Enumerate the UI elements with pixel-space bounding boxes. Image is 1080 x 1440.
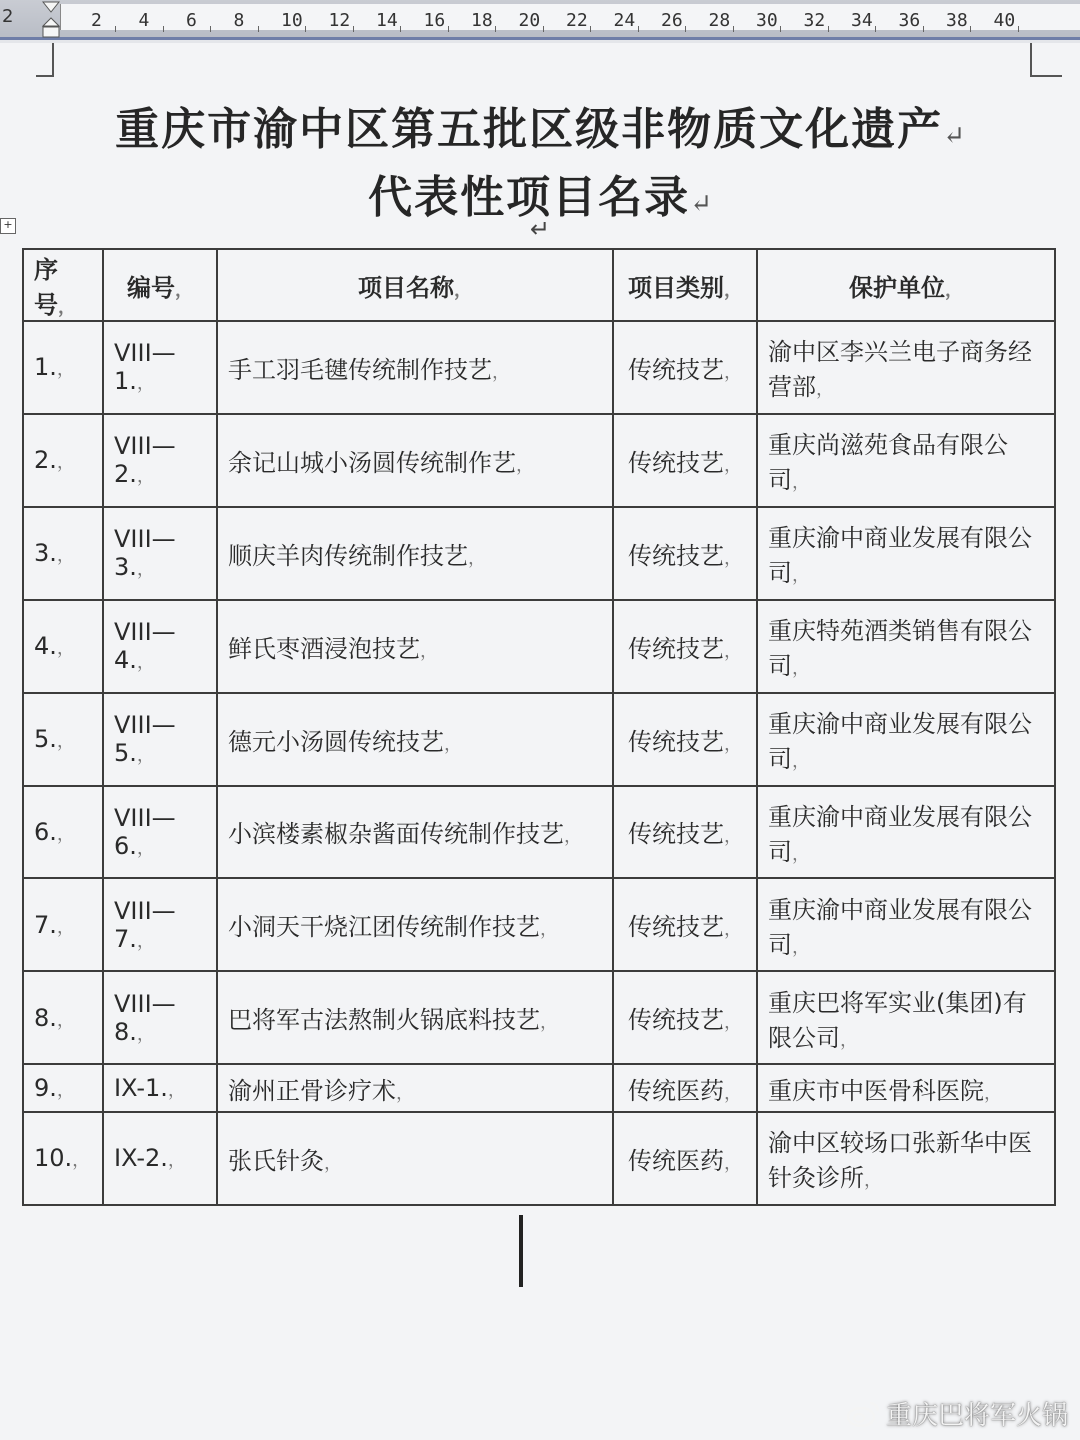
cell-mark: ， xyxy=(167,1080,186,1102)
cell-name[interactable] xyxy=(217,971,613,1064)
cell-seq-text: 7. xyxy=(34,910,57,939)
header-code[interactable] xyxy=(103,249,217,321)
ruler-tick xyxy=(115,26,116,32)
cell-mark: ， xyxy=(724,454,742,476)
ruler-number: 2 xyxy=(91,10,102,31)
ruler-number: 22 xyxy=(566,10,588,31)
cell-unit[interactable] xyxy=(757,1064,1055,1112)
ruler-number: 4 xyxy=(138,10,150,31)
cell-mark: ， xyxy=(864,1170,882,1192)
cell-seq[interactable] xyxy=(23,878,103,971)
cell-code[interactable] xyxy=(103,414,217,507)
cell-category[interactable] xyxy=(613,786,757,879)
watermark-text: 重庆巴将军火锅 xyxy=(885,1401,1068,1431)
cell-mark: ， xyxy=(56,545,75,567)
table-row xyxy=(23,693,1055,786)
cell-category-text: 传统技艺 xyxy=(628,634,724,663)
cell-mark: ， xyxy=(792,843,810,865)
text-cursor xyxy=(519,1215,523,1287)
cell-seq[interactable] xyxy=(23,693,103,786)
cell-category[interactable] xyxy=(613,1112,757,1205)
cell-seq-text: 9. xyxy=(34,1074,57,1103)
cell-seq[interactable] xyxy=(23,1112,103,1205)
ruler-tick xyxy=(875,26,876,32)
ruler-tick xyxy=(258,26,259,32)
cell-code[interactable] xyxy=(103,878,217,971)
cell-seq[interactable] xyxy=(23,321,103,414)
ruler-number: 18 xyxy=(471,10,493,31)
ruler-number: 14 xyxy=(376,10,398,31)
cell-category-text: 传统医药 xyxy=(628,1146,724,1175)
table-header-row xyxy=(23,249,1055,321)
ruler-number: 26 xyxy=(661,10,683,31)
cell-name-text: 张氏针灸 xyxy=(228,1146,324,1175)
cell-seq[interactable] xyxy=(23,414,103,507)
margin-corner-top-right xyxy=(1030,43,1062,77)
table-row xyxy=(23,507,1055,600)
cell-code[interactable] xyxy=(103,786,217,879)
cell-seq-text: 1. xyxy=(34,353,57,382)
cell-mark: ， xyxy=(396,1082,414,1104)
cell-unit[interactable] xyxy=(757,786,1055,879)
cell-seq-text: 10. xyxy=(34,1144,73,1173)
header-seq-text: 序号 xyxy=(34,256,58,319)
cell-mark: ， xyxy=(840,1029,858,1051)
ruler-tick xyxy=(1018,26,1019,32)
cell-seq-text: 3. xyxy=(34,539,57,568)
cell-category[interactable] xyxy=(613,971,757,1064)
title-line1-text: 重庆市渝中区第五批区级非物质文化遗产 xyxy=(115,104,944,155)
cell-mark: ， xyxy=(724,919,742,941)
cell-unit[interactable] xyxy=(757,321,1055,414)
table-row xyxy=(23,1112,1055,1205)
cell-mark: ， xyxy=(136,745,155,767)
ruler-tick xyxy=(638,26,639,32)
cell-mark: ， xyxy=(56,638,75,660)
cell-mark: ， xyxy=(56,916,75,938)
paragraph-mark: ↵ xyxy=(690,189,712,219)
cell-category[interactable] xyxy=(613,321,757,414)
cell-mark: ， xyxy=(136,837,155,859)
cell-category[interactable] xyxy=(613,878,757,971)
table-row xyxy=(23,971,1055,1064)
cell-category-text: 传统技艺 xyxy=(628,913,724,942)
cell-code[interactable] xyxy=(103,971,217,1064)
cell-mark: ， xyxy=(792,936,810,958)
ruler-tick xyxy=(828,26,829,32)
cell-mark: ， xyxy=(56,452,75,474)
cell-mark: ， xyxy=(724,640,742,662)
cell-code[interactable] xyxy=(103,1064,217,1112)
header-code-text: 编号 xyxy=(127,273,175,302)
cell-code-text: VIII—7. xyxy=(114,896,176,953)
cell-mark: ， xyxy=(167,1150,186,1172)
ruler-number: 34 xyxy=(851,10,873,31)
cell-category[interactable] xyxy=(613,1064,757,1112)
cell-mark: ， xyxy=(136,1023,155,1045)
ruler-tick xyxy=(543,26,544,32)
ruler-tick xyxy=(305,26,306,32)
cell-code[interactable] xyxy=(103,321,217,414)
cell-code-text: VIII—8. xyxy=(114,989,176,1046)
cell-code-text: VIII—3. xyxy=(114,525,176,582)
header-category[interactable] xyxy=(613,249,757,321)
cell-mark: ， xyxy=(724,547,742,569)
cell-name[interactable] xyxy=(217,1112,613,1205)
header-unit[interactable] xyxy=(757,249,1055,321)
cell-category[interactable] xyxy=(613,414,757,507)
ruler-tick xyxy=(210,26,211,32)
watermark xyxy=(846,1395,1068,1432)
ruler-number: 30 xyxy=(756,10,778,31)
cell-category-text: 传统技艺 xyxy=(628,1006,724,1035)
cell-mark: ， xyxy=(454,279,472,301)
ruler-tick xyxy=(448,26,449,32)
cell-category-text: 传统技艺 xyxy=(628,355,724,384)
cell-mark: ， xyxy=(724,1152,742,1174)
header-name[interactable] xyxy=(217,249,613,321)
cell-seq[interactable] xyxy=(23,971,103,1064)
cell-category[interactable] xyxy=(613,693,757,786)
title-line2-text: 代表性项目名录 xyxy=(368,172,691,223)
cell-unit-text: 重庆巴将军实业(集团)有限公司 xyxy=(768,988,1027,1052)
cell-code[interactable] xyxy=(103,507,217,600)
cell-seq[interactable] xyxy=(23,507,103,600)
table-row xyxy=(23,1064,1055,1112)
cell-mark: ， xyxy=(444,733,462,755)
cell-code-text: VIII—6. xyxy=(114,803,176,860)
cell-mark: ， xyxy=(540,919,558,941)
ruler-number: 20 xyxy=(518,10,541,31)
cell-mark: ， xyxy=(792,472,810,494)
weibo-icon xyxy=(846,1400,880,1428)
ruler-number: 38 xyxy=(946,10,968,31)
document-page[interactable] xyxy=(0,43,1080,1440)
cell-mark: ， xyxy=(724,1012,742,1034)
cell-seq-text: 5. xyxy=(34,725,57,754)
header-category-text: 项目类别 xyxy=(628,273,724,302)
ruler-tick xyxy=(923,26,924,32)
cell-name[interactable] xyxy=(217,786,613,879)
cell-seq-text: 4. xyxy=(34,632,57,661)
ruler-tick xyxy=(163,26,164,32)
cell-category-text: 传统技艺 xyxy=(628,448,724,477)
cell-mark: ， xyxy=(792,751,810,773)
cell-unit[interactable] xyxy=(757,600,1055,693)
document-title-line1 xyxy=(0,93,1080,157)
cell-code-text: VIII—5. xyxy=(114,711,176,768)
cell-mark: ， xyxy=(468,547,486,569)
ruler-tick xyxy=(400,26,401,32)
cell-mark: ， xyxy=(792,658,810,680)
ruler-left-number: 2 xyxy=(2,6,14,27)
cell-unit-text: 重庆尚滋苑食品有限公司 xyxy=(768,431,1008,495)
cell-mark: ， xyxy=(56,359,75,381)
cell-name-text: 巴将军古法熬制火锅底料技艺 xyxy=(228,1006,540,1035)
cell-seq[interactable] xyxy=(23,600,103,693)
cell-name[interactable] xyxy=(217,507,613,600)
ruler-number: 10 xyxy=(281,10,303,31)
margin-corner-top-left xyxy=(36,43,54,77)
table-move-handle-icon[interactable]: + xyxy=(0,218,16,234)
ruler-tick xyxy=(970,26,971,32)
cell-name-text: 鲜氏枣酒浸泡技艺 xyxy=(228,634,420,663)
cell-code-text: VIII—4. xyxy=(114,618,176,675)
cell-unit-text: 重庆市中医骨科医院 xyxy=(768,1076,984,1105)
cell-unit-text: 渝中区李兴兰电子商务经营部 xyxy=(768,338,1032,402)
cell-name-text: 渝州正骨诊疗术 xyxy=(228,1076,396,1105)
cell-unit[interactable] xyxy=(757,693,1055,786)
ruler-tick xyxy=(780,26,781,32)
cell-name[interactable] xyxy=(217,1064,613,1112)
cell-category-text: 传统医药 xyxy=(628,1076,724,1105)
cell-unit[interactable] xyxy=(757,878,1055,971)
table-row xyxy=(23,414,1055,507)
ruler-tick xyxy=(733,26,734,32)
empty-paragraph-mark: ↵ xyxy=(530,215,551,243)
header-unit-text: 保护单位 xyxy=(849,273,945,302)
cell-unit[interactable] xyxy=(757,1112,1055,1205)
cell-mark: ， xyxy=(492,361,510,383)
header-name-text: 项目名称 xyxy=(358,273,454,302)
cell-name-text: 余记山城小汤圆传统制作艺 xyxy=(228,448,516,477)
cell-code[interactable] xyxy=(103,1112,217,1205)
cell-mark: ， xyxy=(724,361,742,383)
cell-mark: ， xyxy=(136,559,155,581)
cell-seq-text: 2. xyxy=(34,446,57,475)
cell-code-text: IX-2. xyxy=(114,1144,168,1173)
table-row xyxy=(23,600,1055,693)
cell-mark: ， xyxy=(56,1009,75,1031)
cell-mark: ， xyxy=(945,279,963,301)
cell-category-text: 传统技艺 xyxy=(628,820,724,849)
cell-seq-text: 8. xyxy=(34,1003,57,1032)
cell-name[interactable] xyxy=(217,878,613,971)
table-row xyxy=(23,878,1055,971)
cell-name-text: 小滨楼素椒杂酱面传统制作技艺 xyxy=(228,820,564,849)
cell-mark: ， xyxy=(136,373,155,395)
cell-name-text: 德元小汤圆传统技艺 xyxy=(228,727,444,756)
cell-code-text: VIII—1. xyxy=(114,339,176,396)
cell-unit[interactable] xyxy=(757,414,1055,507)
cell-mark: ， xyxy=(56,1080,75,1102)
cell-mark: ， xyxy=(724,279,742,301)
cell-unit[interactable] xyxy=(757,971,1055,1064)
ruler-tick xyxy=(685,26,686,32)
cell-unit-text: 重庆渝中商业发展有限公司 xyxy=(768,524,1032,588)
cell-name[interactable] xyxy=(217,414,613,507)
ruler-number: 24 xyxy=(613,10,636,31)
indent-marker-icon[interactable] xyxy=(42,0,60,40)
ruler-tick xyxy=(590,26,591,32)
ruler-number: 36 xyxy=(898,10,921,31)
cell-mark: ， xyxy=(324,1152,342,1174)
cell-unit-text: 重庆渝中商业发展有限公司 xyxy=(768,710,1032,774)
cell-category-text: 传统技艺 xyxy=(628,541,724,570)
cell-mark: ， xyxy=(724,1082,742,1104)
cell-unit-text: 重庆特苑酒类销售有限公司 xyxy=(768,617,1032,681)
cell-unit-text: 重庆渝中商业发展有限公司 xyxy=(768,895,1032,959)
cell-code[interactable] xyxy=(103,693,217,786)
ruler-tick xyxy=(353,26,354,32)
cell-mark: ， xyxy=(792,565,810,587)
header-seq[interactable] xyxy=(23,249,103,321)
heritage-list-table[interactable] xyxy=(22,248,1056,1206)
cell-unit-text: 重庆渝中商业发展有限公司 xyxy=(768,802,1032,866)
cell-code-text: VIII—2. xyxy=(114,432,176,489)
ruler-number: 16 xyxy=(423,10,446,31)
ruler-number: 6 xyxy=(186,10,197,31)
cell-name-text: 顺庆羊肉传统制作技艺 xyxy=(228,541,468,570)
cell-mark: ， xyxy=(58,297,76,318)
table-row xyxy=(23,321,1055,414)
table-row xyxy=(23,786,1055,879)
cell-seq-text: 6. xyxy=(34,817,57,846)
cell-mark: ， xyxy=(420,640,438,662)
cell-mark: ， xyxy=(724,733,742,755)
cell-unit-text: 渝中区较场口张新华中医针灸诊所 xyxy=(768,1129,1032,1193)
cell-mark: ， xyxy=(516,454,534,476)
ruler-number: 40 xyxy=(993,10,1016,31)
cell-mark: ， xyxy=(724,826,742,848)
cell-name-text: 小洞天干烧江团传统制作技艺 xyxy=(228,913,540,942)
cell-name-text: 手工羽毛毽传统制作技艺 xyxy=(228,355,492,384)
cell-mark: ， xyxy=(564,826,582,848)
ruler-number: 28 xyxy=(708,10,731,31)
ruler-tick xyxy=(495,26,496,32)
cell-mark: ， xyxy=(72,1150,91,1172)
ruler-number: 12 xyxy=(328,10,351,31)
ruler-number: 8 xyxy=(233,10,245,31)
cell-mark: ， xyxy=(56,823,75,845)
cell-mark: ， xyxy=(136,652,155,674)
cell-category[interactable] xyxy=(613,600,757,693)
cell-mark: ， xyxy=(136,466,155,488)
cell-name[interactable] xyxy=(217,321,613,414)
ruler xyxy=(0,0,1080,40)
cell-name[interactable] xyxy=(217,600,613,693)
cell-mark: ， xyxy=(56,731,75,753)
paragraph-mark: ↵ xyxy=(943,121,965,151)
cell-category[interactable] xyxy=(613,507,757,600)
cell-seq[interactable] xyxy=(23,786,103,879)
cell-mark: ， xyxy=(816,379,834,401)
cell-unit[interactable] xyxy=(757,507,1055,600)
cell-code-text: IX-1. xyxy=(114,1074,168,1103)
cell-seq[interactable] xyxy=(23,1064,103,1112)
ruler-track[interactable] xyxy=(60,4,1080,30)
cell-name[interactable] xyxy=(217,693,613,786)
cell-mark: ， xyxy=(984,1082,1002,1104)
cell-mark: ， xyxy=(136,930,155,952)
cell-mark: ， xyxy=(540,1012,558,1034)
cell-code[interactable] xyxy=(103,600,217,693)
ruler-number: 32 xyxy=(803,10,826,31)
cell-mark: ， xyxy=(175,279,193,301)
cell-category-text: 传统技艺 xyxy=(628,727,724,756)
